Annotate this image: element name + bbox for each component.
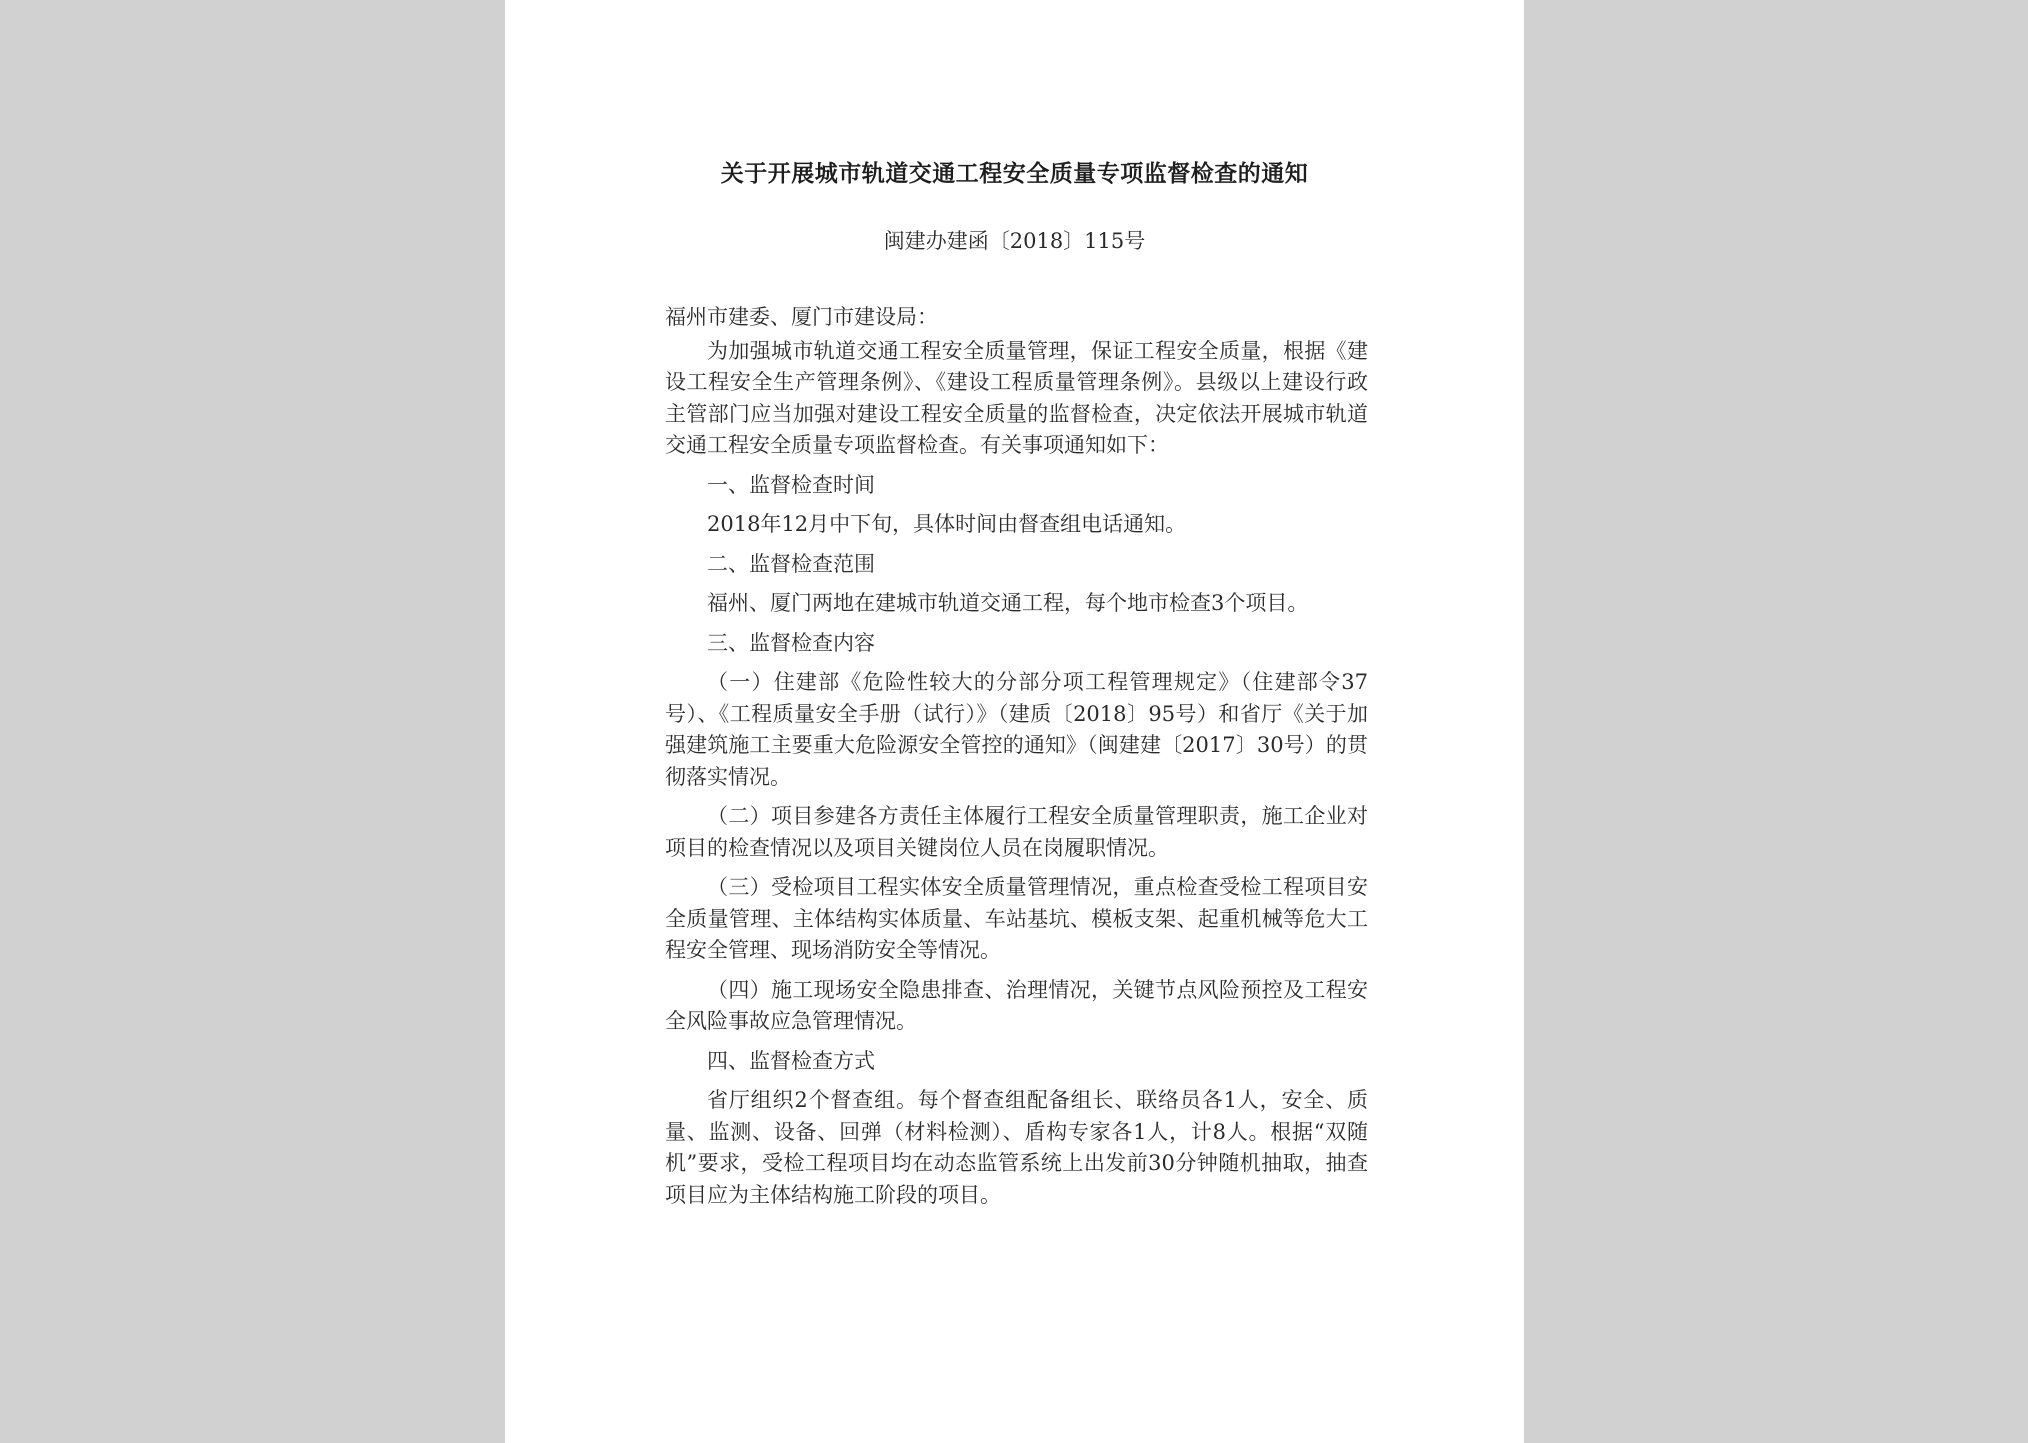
document-title: 关于开展城市轨道交通工程安全质量专项监督检查的通知 <box>720 161 1309 187</box>
section-heading-time: 一、监督检查时间 <box>707 472 875 497</box>
section-heading-content: 三、监督检查内容 <box>707 630 875 655</box>
document-page <box>505 0 1524 1443</box>
paragraph-method: 省厅组织2个督查组。每个督查组配备组长、联络员各1人，安全、质量、监测、设备、回弹（材料检测）、盾构专家各1人，计8人。根据“双随机”要求，受检工程项目均在动态监管系统上出发前30分钟随机抽取，抽查项目应为主体结构施工阶段的项目。 <box>665 1088 1368 1207</box>
paragraph-scope: 福州、厦门两地在建城市轨道交通工程，每个地市检查3个项目。 <box>707 591 1309 615</box>
salutation: 福州市建委、厦门市建设局： <box>665 305 938 329</box>
content-item-2: （二）项目参建各方责任主体履行工程安全质量管理职责，施工企业对项目的检查情况以及项目关键岗位人员在岗履职情况。 <box>665 804 1368 860</box>
section-heading-scope: 二、监督检查范围 <box>707 551 875 576</box>
section-heading-method: 四、监督检查方式 <box>707 1048 875 1073</box>
paragraph-time: 2018年12月中下旬，具体时间由督查组电话通知。 <box>707 512 1187 536</box>
intro-paragraph: 为加强城市轨道交通工程安全质量管理，保证工程安全质量，根据《建设工程安全生产管理条例》、《建设工程质量管理条例》。县级以上建设行政主管部门应当加强对建设工程安全质量的监督检查，决定依法开展城市轨道交通工程安全质量专项监督检查。有关事项通知如下： <box>665 338 1368 457</box>
content-item-4: （四）施工现场安全隐患排查、治理情况，关键节点风险预控及工程安全风险事故应急管理情况。 <box>665 977 1368 1033</box>
document-body <box>665 302 1368 1211</box>
content-item-3: （三）受检项目工程实体安全质量管理情况，重点检查受检工程项目安全质量管理、主体结构实体质量、车站基坑、模板支架、起重机械等危大工程安全管理、现场消防安全等情况。 <box>665 875 1368 962</box>
document-number: 闽建办建函〔2018〕115号 <box>883 229 1146 253</box>
content-item-1: （一）住建部《危险性较大的分部分项工程管理规定》（住建部令37号）、《工程质量安全手册（试行）》（建质〔2018〕95号）和省厅《关于加强建筑施工主要重大危险源安全管控的通知》（闽建建〔2017〕30号）的贯彻落实情况。 <box>665 670 1368 789</box>
